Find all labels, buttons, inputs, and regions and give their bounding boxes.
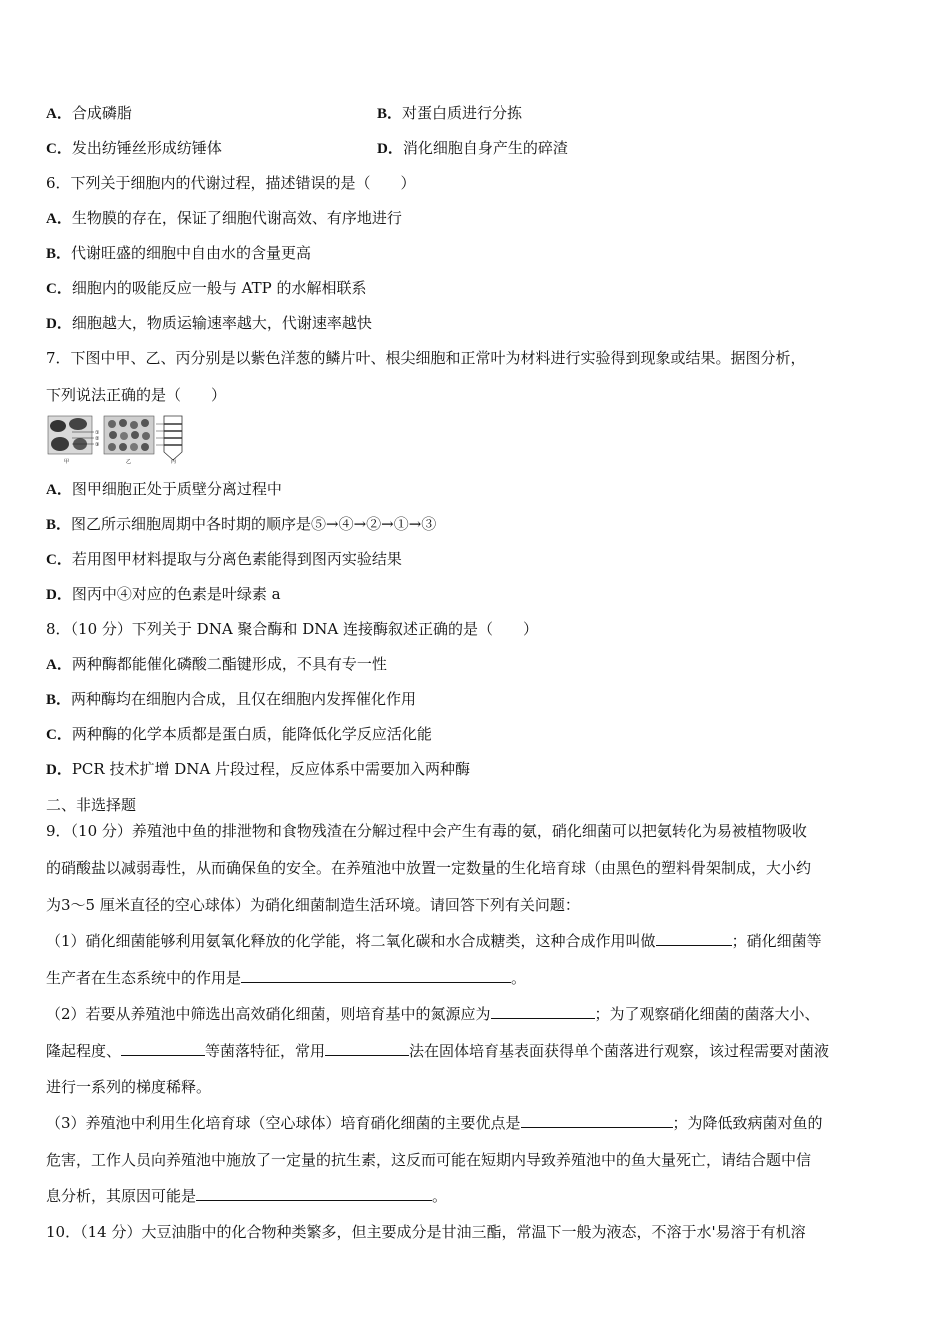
text-span: 。 <box>432 1187 448 1205</box>
section-heading: 二、非选择题 <box>46 796 137 814</box>
option-text: 细胞越大，物质运输速率越大，代谢速率越快 <box>71 314 372 332</box>
q9-line3: 为3～5 厘米直径的空心球体）为硝化细菌制造生活环境。请回答下列有关问题： <box>46 896 580 914</box>
fig-label-yi: 乙 <box>126 459 132 464</box>
q9-part1-line1 <box>46 931 822 951</box>
answer-blank[interactable] <box>121 1041 205 1056</box>
q7-stem-line2: 下列说法正确的是（ ） <box>46 386 227 404</box>
fig-mark-1: ① <box>95 430 100 436</box>
q6-option-c <box>46 278 367 299</box>
option-letter: C． <box>46 281 72 297</box>
fig-label-jia: 甲 <box>64 459 70 464</box>
text-span: 等菌落特征，常用 <box>205 1042 326 1060</box>
option-letter: B． <box>46 692 72 708</box>
option-letter: B． <box>46 246 72 262</box>
answer-blank[interactable] <box>241 968 511 983</box>
q7-stem-line1: 7．下图中甲、乙、丙分别是以紫色洋葱的鳞片叶、根尖细胞和正常叶为材料进行实验得到现象或结果。据图分析， <box>46 349 806 367</box>
option-letter: A． <box>46 482 72 498</box>
option-text: 两种酶都能催化磷酸二酯键形成，不具有专一性 <box>71 655 387 673</box>
text-span: ；为了观察硝化细菌的菌落大小、 <box>594 1005 820 1023</box>
text-span: 生产者在生态系统中的作用是 <box>46 969 242 987</box>
q8-option-a <box>46 654 387 675</box>
option-letter: A． <box>46 657 72 673</box>
q6-option-d <box>46 313 372 334</box>
q8-option-d <box>46 759 470 780</box>
q9-part1-line2 <box>46 968 526 988</box>
text-span: ；为降低致病菌对鱼的 <box>672 1114 823 1132</box>
q9-part2-line2 <box>46 1041 829 1061</box>
option-text: 代谢旺盛的细胞中自由水的含量更高 <box>71 244 312 262</box>
option-letter: C． <box>46 727 72 743</box>
answer-blank[interactable] <box>521 1113 673 1128</box>
q9-line1: 9．（10 分）养殖池中鱼的排泄物和食物残渣在分解过程中会产生有毒的氨，硝化细菌可以把氨转化为易被植物吸收 <box>46 822 807 840</box>
q7-option-d <box>46 584 281 605</box>
figure-jia-cells <box>48 416 94 454</box>
answer-blank[interactable] <box>196 1186 432 1201</box>
option-text: 对蛋白质进行分拣 <box>402 104 523 122</box>
q8-option-c <box>46 724 432 745</box>
option-letter: B． <box>377 106 403 122</box>
option-letter: D． <box>46 762 72 778</box>
option-text: 细胞内的吸能反应一般与 ATP 的水解相联系 <box>71 279 367 297</box>
q9-part3-line1 <box>46 1113 823 1133</box>
option-text: 两种酶均在细胞内合成，且仅在细胞内发挥催化作用 <box>71 690 417 708</box>
q7-option-a <box>46 479 282 500</box>
q10-line1: 10．（14 分）大豆油脂中的化合物种类繁多，但主要成分是甘油三酯，常温下一般为液态，不溶于水'易溶于有机溶 <box>46 1223 806 1241</box>
text-span: ；硝化细菌等 <box>731 932 822 950</box>
q7-figure-svg <box>46 414 196 464</box>
text-span: （3）养殖池中利用生化培育球（空心球体）培育硝化细菌的主要优点是 <box>46 1114 521 1132</box>
q9-part2-line1 <box>46 1004 820 1024</box>
text-span: 。 <box>511 969 527 987</box>
q7-option-b <box>46 514 436 535</box>
option-text: 图甲细胞正处于质壁分离过程中 <box>71 480 282 498</box>
q9-part3-line3 <box>46 1186 447 1206</box>
q5-option-b <box>377 103 522 124</box>
text-span: （1）硝化细菌能够利用氨氧化释放的化学能，将二氧化碳和水合成糖类，这种合成作用叫做 <box>46 932 656 950</box>
q7-option-c <box>46 549 402 570</box>
option-text: 若用图甲材料提取与分离色素能得到图丙实验结果 <box>71 550 402 568</box>
option-letter: D． <box>46 316 72 332</box>
q8-option-b <box>46 689 416 710</box>
option-letter: C． <box>46 141 72 157</box>
q7-figure <box>46 414 196 464</box>
q9-part3-line2: 危害，工作人员向养殖池中施放了一定量的抗生素，这反而可能在短期内导致养殖池中的鱼大量死亡，请结合题中信 <box>46 1151 812 1169</box>
answer-blank[interactable] <box>491 1004 595 1019</box>
q9-part2-line3: 进行一系列的梯度稀释。 <box>46 1078 212 1096</box>
q5-option-c <box>46 138 222 159</box>
option-text: 图乙所示细胞周期中各时期的顺序是⑤→④→②→①→③ <box>71 515 437 533</box>
text-span: 息分析，其原因可能是 <box>46 1187 197 1205</box>
option-text: 合成磷脂 <box>71 104 132 122</box>
option-text: 发出纺锤丝形成纺锤体 <box>71 139 222 157</box>
figure-bing-strip <box>156 416 182 460</box>
answer-blank[interactable] <box>656 931 732 946</box>
figure-yi-cells <box>104 416 154 454</box>
q6-option-a <box>46 208 402 229</box>
option-letter: C． <box>46 552 72 568</box>
option-letter: B． <box>46 517 72 533</box>
answer-blank[interactable] <box>325 1041 409 1056</box>
q6-option-b <box>46 243 311 264</box>
text-span: 法在固体培育基表面获得单个菌落进行观察，该过程需要对菌液 <box>409 1042 830 1060</box>
option-text: PCR 技术扩增 DNA 片段过程，反应体系中需要加入两种酶 <box>71 760 470 778</box>
option-letter: A． <box>46 211 72 227</box>
option-text: 图丙中④对应的色素是叶绿素 a <box>71 585 281 603</box>
q6-stem: 6．下列关于细胞内的代谢过程，描述错误的是（ ） <box>46 174 416 192</box>
option-text: 生物膜的存在，保证了细胞代谢高效、有序地进行 <box>71 209 402 227</box>
q9-line2: 的硝酸盐以减弱毒性，从而确保鱼的安全。在养殖池中放置一定数量的生化培育球（由黑色的塑料骨架制成，大小约 <box>46 859 812 877</box>
option-letter: D． <box>46 587 72 603</box>
option-letter: A． <box>46 106 72 122</box>
option-text: 消化细胞自身产生的碎渣 <box>402 139 568 157</box>
fig-mark-2: ② <box>95 436 100 442</box>
option-text: 两种酶的化学本质都是蛋白质，能降低化学反应活化能 <box>71 725 432 743</box>
q5-option-d <box>377 138 568 159</box>
text-span: （2）若要从养殖池中筛选出高效硝化细菌，则培育基中的氮源应为 <box>46 1005 491 1023</box>
text-span: 隆起程度、 <box>46 1042 122 1060</box>
fig-label-bing: 丙 <box>171 459 177 464</box>
option-letter: D． <box>377 141 403 157</box>
q5-option-a <box>46 103 132 124</box>
q8-stem: 8．（10 分）下列关于 DNA 聚合酶和 DNA 连接酶叙述正确的是（ ） <box>46 620 538 638</box>
fig-mark-3: ③ <box>95 442 100 448</box>
